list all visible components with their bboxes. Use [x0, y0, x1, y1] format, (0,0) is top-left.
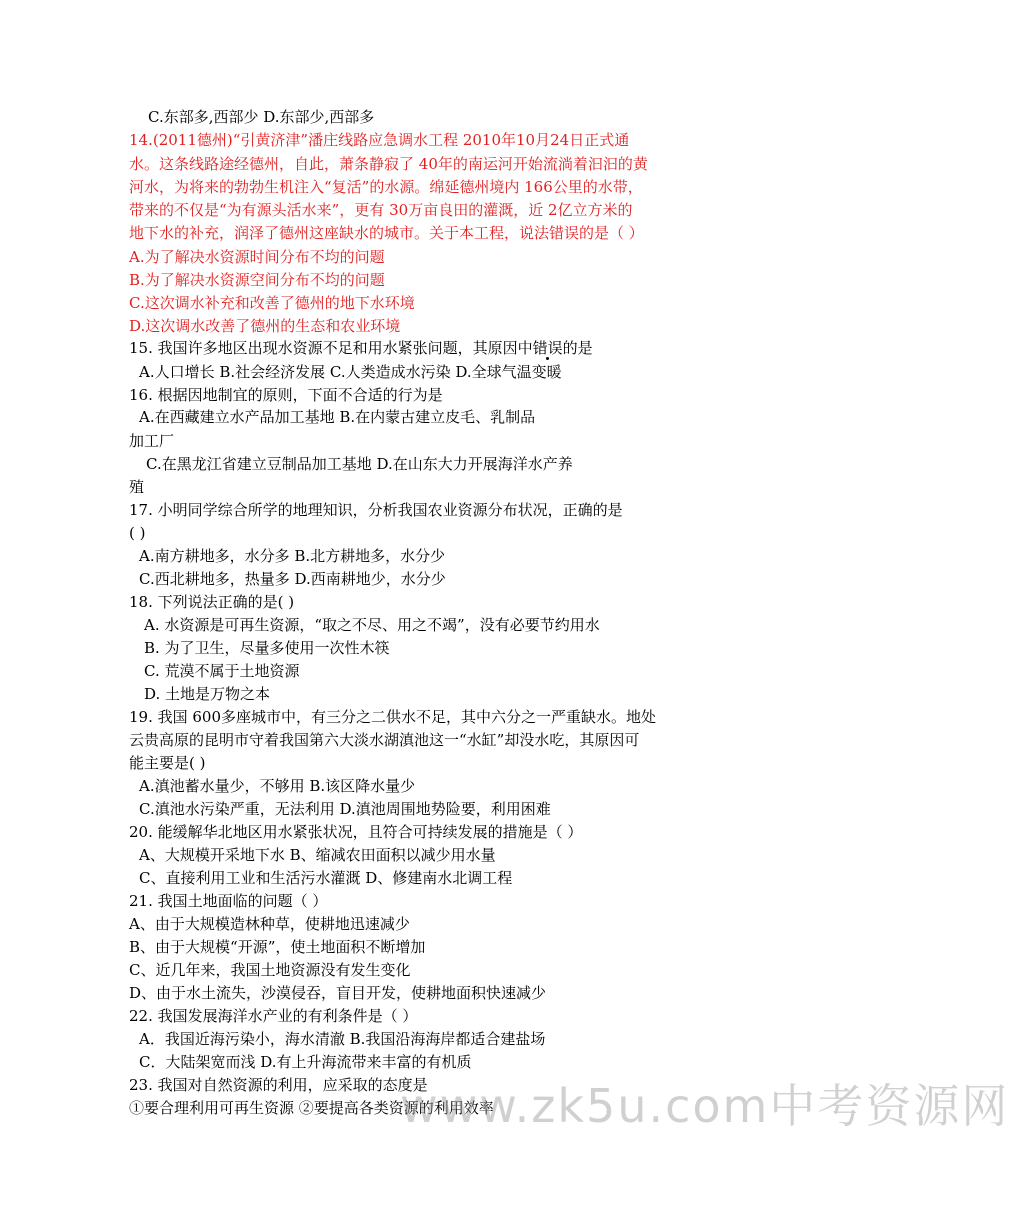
- q17-options-cd: C.西北耕地多，热量多 D.西南耕地少，水分少: [139, 570, 446, 588]
- q14-stem-line-1: 14.(2011德州)“引黄济津”潘庄线路应急调水工程 2010年10月24日正式通: [129, 131, 630, 149]
- q20-stem: 20. 能缓解华北地区用水紧张状况，且符合可持续发展的措施是（ ）: [129, 823, 583, 841]
- q14-option-c: C.这次调水补充和改善了德州的地下水环境: [129, 294, 415, 312]
- q14-option-d: D.这次调水改善了德州的生态和农业环境: [129, 317, 401, 335]
- q17-answer-blank: ( ): [129, 524, 146, 542]
- q16-stem: 16. 根据因地制宜的原则，下面不合适的行为是: [129, 386, 443, 404]
- q16-options-cd-wrap: 殖: [129, 478, 145, 496]
- q19-stem-line-3: 能主要是( ): [129, 754, 206, 772]
- q14-stem-line-5: 地下水的补充，润泽了德州这座缺水的城市。关于本工程，说法错误的是（ ）: [129, 224, 644, 242]
- q14-stem-line-3: 河水，为将来的勃勃生机注入“复活”的水源。绵延德州境内 166公里的水带，: [129, 178, 643, 196]
- q20-options-ab: A、大规模开采地下水 B、缩减农田面积以减少用水量: [139, 846, 496, 864]
- q16-options-cd: C.在黑龙江省建立豆制品加工基地 D.在山东大力开展海洋水产养: [146, 455, 573, 473]
- q15-options: A.人口增长 B.社会经济发展 C.人类造成水污染 D.全球气温变暖: [139, 363, 562, 381]
- q13-options-cd: C.东部多,西部少 D.东部少,西部多: [148, 108, 375, 126]
- q17-options-ab: A.南方耕地多，水分多 B.北方耕地多，水分少: [139, 547, 446, 565]
- q22-stem: 22. 我国发展海洋水产业的有利条件是（ ）: [129, 1007, 418, 1025]
- watermark-logo: www.zk5u.com中考资源网: [400, 1079, 1009, 1133]
- q15-emphasis-1: 错误: [532, 339, 563, 357]
- q21-option-a: A、由于大规模造林种草，使耕地迅速减少: [129, 915, 410, 933]
- q14-stem-line-4: 带来的不仅是“为有源头活水来”，更有 30万亩良田的灌溉，近 2亿立方米的: [129, 201, 633, 219]
- q18-option-b: B. 为了卫生，尽量多使用一次性木筷: [144, 639, 390, 657]
- q18-option-a: A. 水资源是可再生资源，“取之不尽、用之不竭”，没有必要节约用水: [144, 616, 600, 634]
- q14-option-b: B.为了解决水资源空间分布不均的问题: [129, 271, 385, 289]
- q14-option-a: A.为了解决水资源时间分布不均的问题: [129, 248, 385, 266]
- q19-stem-line-1: 19. 我国 600多座城市中，有三分之二供水不足，其中六分之一严重缺水。地处: [129, 708, 657, 726]
- q20-options-cd: C、直接利用工业和生活污水灌溉 D、修建南水北调工程: [139, 869, 513, 887]
- q23-items: ①要合理利用可再生资源 ②要提高各类资源的利用效率: [129, 1099, 494, 1117]
- q14-stem-line-2: 水。这条线路途经德州，自此，萧条静寂了 40年的南运河开始流淌着汩汩的黄: [129, 155, 648, 173]
- q19-stem-line-2: 云贵高原的昆明市守着我国第六大淡水湖滇池这一“水缸”却没水吃，其原因可: [129, 731, 640, 749]
- q21-stem: 21. 我国土地面临的问题（ ）: [129, 892, 328, 910]
- q18-stem: 18. 下列说法正确的是( ): [129, 593, 295, 611]
- q18-option-d: D. 土地是万物之本: [144, 685, 271, 703]
- q21-option-b: B、由于大规模“开源”，使土地面积不断增加: [129, 938, 426, 956]
- q23-stem: 23. 我国对自然资源的利用，应采取的态度是: [129, 1076, 428, 1094]
- q15-stem: 15. 我国许多地区出现水资源不足和用水紧张问题，其原因中错误的是: [129, 339, 593, 357]
- q17-stem: 17. 小明同学综合所学的地理知识，分析我国农业资源分布状况，正确的是: [129, 501, 623, 519]
- q21-option-d: D、由于水土流失，沙漠侵吞，盲目开发，使耕地面积快速减少: [129, 984, 547, 1002]
- q22-options-cd: C．大陆架宽而浅 D.有上升海流带来丰富的有机质: [139, 1053, 472, 1071]
- q16-options-ab-wrap: 加工厂: [129, 432, 175, 450]
- q19-options-ab: A.滇池蓄水量少，不够用 B.该区降水量少: [139, 777, 416, 795]
- q16-options-ab: A.在西藏建立水产品加工基地 B.在内蒙古建立皮毛、乳制品: [139, 408, 536, 426]
- q19-options-cd: C.滇池水污染严重，无法利用 D.滇池周围地势险要，利用困难: [139, 800, 551, 818]
- q18-option-c: C. 荒漠不属于土地资源: [144, 662, 300, 680]
- q21-option-c: C、近几年来，我国土地资源没有发生变化: [129, 961, 411, 979]
- q22-options-ab: A．我国近海污染小，海水清澈 B.我国沿海海岸都适合建盐场: [139, 1030, 546, 1048]
